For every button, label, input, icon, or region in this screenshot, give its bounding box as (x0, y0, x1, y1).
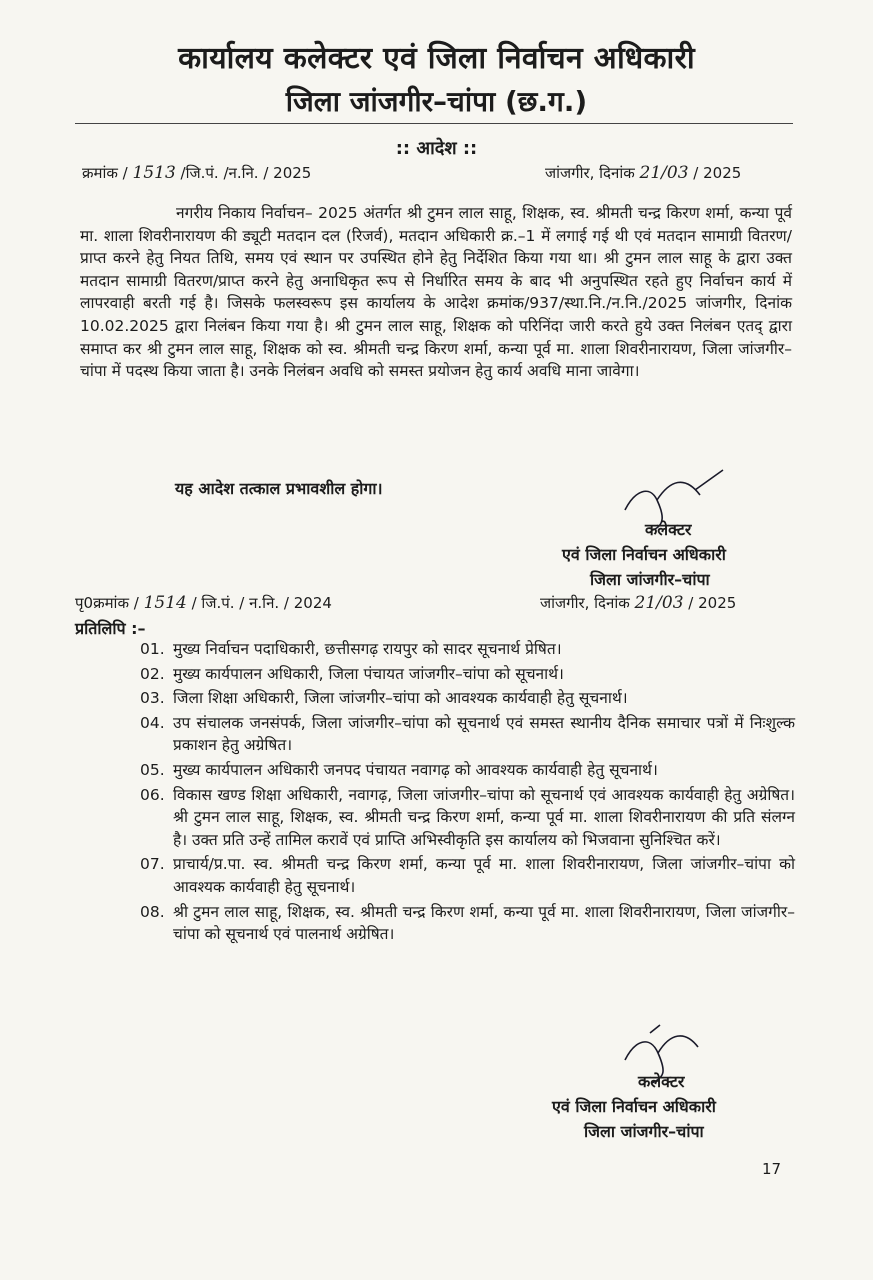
endorsement-date-suffix: / 2025 (688, 594, 737, 612)
effective-statement: यह आदेश तत्काल प्रभावशील होगा। (175, 479, 383, 498)
list-item (140, 638, 795, 661)
order-date-prefix: जांजगीर, दिनांक (545, 164, 635, 182)
endorsement-number-suffix: / जि.पं. / न.नि. / 2024 (191, 594, 332, 612)
signature2-designation: कलेक्टर (638, 1072, 685, 1091)
office-heading: कार्यालय कलेक्टर एवं जिला निर्वाचन अधिकारी (178, 41, 695, 76)
list-item-text: मुख्य कार्यपालन अधिकारी, जिला पंचायत जांजगीर–चांपा को सूचनार्थ। (173, 664, 564, 683)
order-number-suffix: /जि.पं. /न.नि. / 2025 (180, 164, 312, 182)
endorsement-date-prefix: जांजगीर, दिनांक (540, 594, 630, 612)
order-date-suffix: / 2025 (693, 164, 742, 182)
list-item-number: 03. (140, 689, 165, 708)
list-item (140, 784, 795, 852)
signature1-district: जिला जांजगीर–चांपा (590, 570, 710, 589)
list-item (140, 687, 795, 710)
list-item (140, 853, 795, 898)
list-item-number: 02. (140, 664, 165, 683)
order-number-handwritten: 1513 (132, 163, 176, 183)
list-item (140, 759, 795, 782)
copy-to-label: प्रतिलिपि :– (75, 619, 146, 638)
list-item-text: विकास खण्ड शिक्षा अधिकारी, नवागढ़, जिला जांजगीर–चांपा को सूचनार्थ एवं आवश्यक कार्यवाही हेतु अग्रेषित। श्री टुमन लाल साहू, शिक्षक, स्व. श्रीमती चन्द्र किरण शर्मा, कन्या पूर्व मा. शाला शिवरीनारायण की प्रति संलग्न है। उक्त प्रति उन्हें तामिल करावें एवं प्राप्ति अभिस्वीकृति इस कार्यालय को भिजवाना सुनिश्चित करें। (173, 785, 795, 849)
signature1-designation: कलेक्टर (645, 520, 692, 539)
order-date (545, 163, 741, 183)
list-item-number: 04. (140, 713, 165, 732)
list-item (140, 663, 795, 686)
order-body (80, 202, 792, 383)
list-item-text: जिला शिक्षा अधिकारी, जिला जांजगीर–चांपा को आवश्यक कार्यवाही हेतु सूचनार्थ। (173, 689, 628, 708)
endorsement-number-prefix: पृ0क्रमांक / (75, 594, 139, 612)
list-item-number: 08. (140, 902, 165, 921)
endorsement-number (75, 593, 332, 613)
signature2-district: जिला जांजगीर–चांपा (584, 1122, 704, 1141)
order-paragraph: नगरीय निकाय निर्वाचन– 2025 अंतर्गत श्री टुमन लाल साहू, शिक्षक, स्व. श्रीमती चन्द्र किरण शर्मा, कन्या पूर्व मा. शाला शिवरीनारायण की ड्यूटी मतदान दल (रिजर्व), मतदान अधिकारी क्र.–1 में लगाई गई थी एवं मतदान सामाग्री वितरण/प्राप्त करने हेतु नियत तिथि, समय एवं स्थान पर उपस्थित होने हेतु निर्देशित किया गया था। श्री टुमन लाल साहू के द्वारा उक्त मतदान सामाग्री वितरण/प्राप्त करने हेतु अनाधिकृत रूप से निर्धारित समय के बाद भी अनुपस्थित रहते हुए निर्वाचन कार्य में लापरवाही बरती गई है। जिसके फलस्वरूप इस कार्यालय के आदेश क्रमांक/937/स्था.नि./न.नि./2025 जांजगीर, दिनांक 10.02.2025 द्वारा निलंबन किया गया है। श्री टुमन लाल साहू, शिक्षक को परिनिंदा जारी करते हुये उक्त निलंबन एतद् द्वारा समाप्त कर श्री टुमन लाल साहू, शिक्षक को स्व. श्रीमती चन्द्र किरण शर्मा, कन्या पूर्व मा. शाला शिवरीनारायण, जिला जांजगीर–चांपा में पदस्थ किया जाता है। उनके निलंबन अवधि को समस्त प्रयोजन हेतु कार्य अवधि माना जावेगा। (80, 204, 792, 381)
signature2-title: एवं जिला निर्वाचन अधिकारी (552, 1097, 716, 1116)
list-item (140, 901, 795, 946)
order-number (82, 163, 311, 183)
endorsement-date-handwritten: 21/03 (634, 593, 684, 613)
list-item-text: उप संचालक जनसंपर्क, जिला जांजगीर–चांपा को सूचनार्थ एवं समस्त स्थानीय दैनिक समाचार पत्रों में निःशुल्क प्रकाशन हेतु अग्रेषित। (173, 713, 795, 755)
endorsement-date (540, 593, 736, 613)
header-divider (75, 123, 793, 124)
page-number: 17 (762, 1160, 782, 1178)
order-number-prefix: क्रमांक / (82, 164, 128, 182)
order-title: :: आदेश :: (395, 138, 478, 159)
list-item-number: 06. (140, 785, 165, 804)
list-item-text: मुख्य निर्वाचन पदाधिकारी, छत्तीसगढ़ रायपुर को सादर सूचनार्थ प्रेषित। (173, 640, 562, 658)
list-item-text: श्री टुमन लाल साहू, शिक्षक, स्व. श्रीमती चन्द्र किरण शर्मा, कन्या पूर्व मा. शाला शिवरीनारायण, जिला जांजगीर–चांपा को सूचनार्थ एवं पालनार्थ अग्रेषित। (173, 902, 795, 944)
endorsement-number-handwritten: 1514 (143, 593, 187, 613)
list-item-number: 01. (140, 640, 165, 658)
district-heading: जिला जांजगीर–चांपा (छ.ग.) (285, 85, 588, 118)
list-item-text: प्राचार्य/प्र.पा. स्व. श्रीमती चन्द्र किरण शर्मा, कन्या पूर्व मा. शाला शिवरीनारायण, जिला जांजगीर–चांपा को आवश्यक कार्यवाही हेतु सूचनार्थ। (173, 855, 795, 896)
list-item-number: 07. (140, 855, 165, 874)
list-item-text: मुख्य कार्यपालन अधिकारी जनपद पंचायत नवागढ़ को आवश्यक कार्यवाही हेतु सूचनार्थ। (173, 760, 658, 779)
signature1-title: एवं जिला निर्वाचन अधिकारी (562, 545, 726, 564)
list-item-number: 05. (140, 760, 165, 779)
copy-list (140, 638, 795, 948)
list-item (140, 712, 795, 757)
order-date-handwritten: 21/03 (639, 163, 689, 183)
